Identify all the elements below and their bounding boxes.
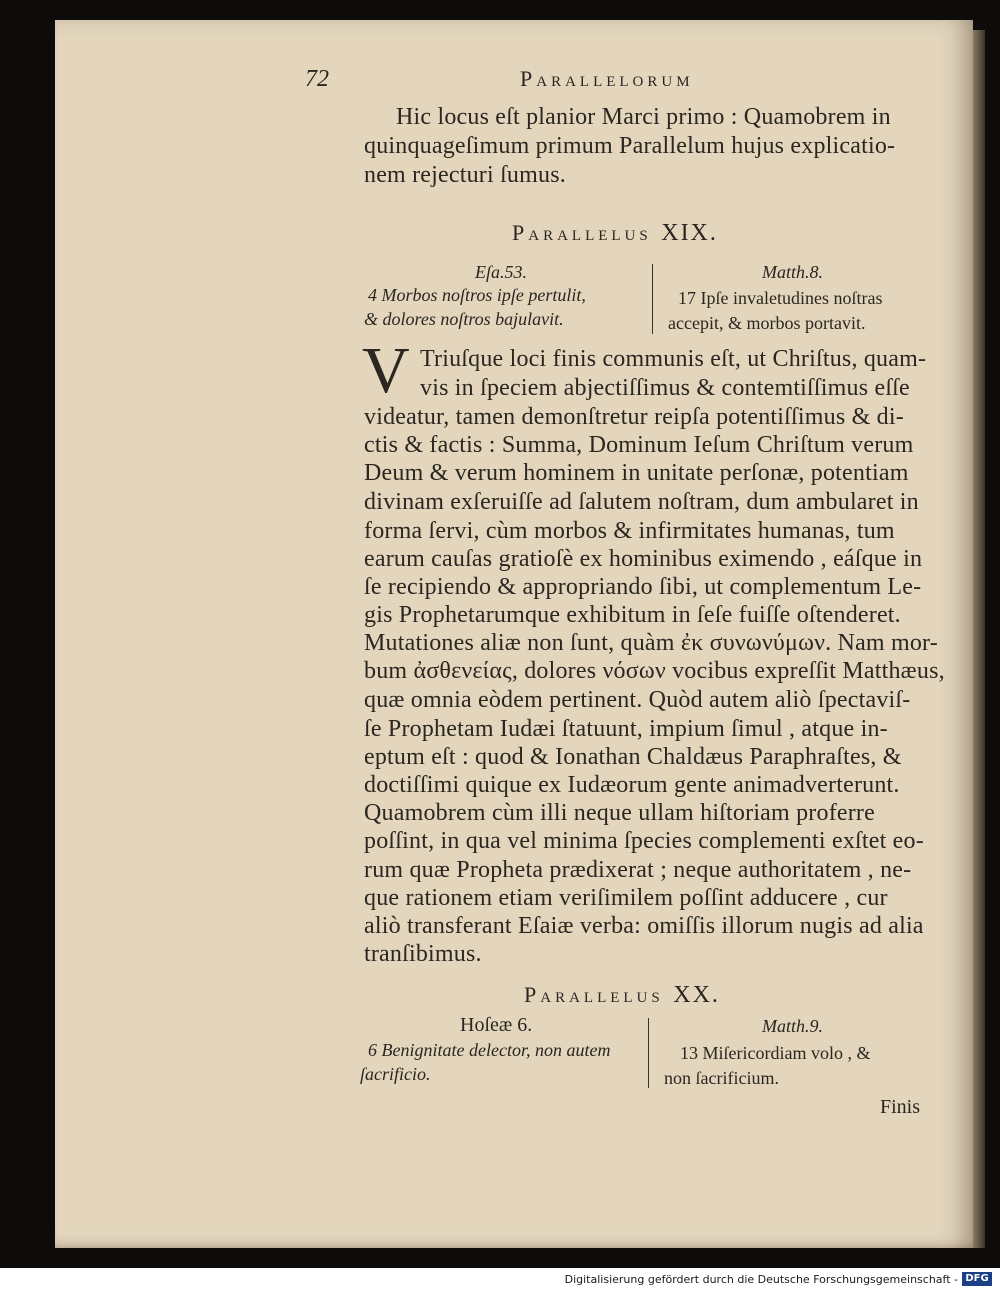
parallel-19-left-line: & dolores noſtros bajulavit. bbox=[364, 309, 564, 329]
column-divider bbox=[652, 264, 653, 334]
parallel-20-right-ref: Matth.9. bbox=[762, 1016, 823, 1036]
body-line: ſe Prophetam Iudæi ſtatuunt, impium ſimul , atque in- bbox=[364, 716, 888, 742]
parallel-20-title bbox=[524, 982, 720, 1009]
body-line: gis Prophetarumque exhibitum in ſeſe fuiſſe oſtenderet. bbox=[364, 602, 901, 628]
body-line: doctiſſimi quique ex Iudæorum gente animadverterunt. bbox=[364, 772, 900, 798]
parallel-19-right-line: accepit, & morbos portavit. bbox=[668, 313, 866, 333]
body-line: poſſint, in qua vel minima ſpecies complementi exſtet eo- bbox=[364, 828, 924, 854]
body-line: ſe recipiendo & appropriando ſibi, ut complementum Le- bbox=[364, 574, 922, 600]
parallel-20-left-ref: Hoſeæ 6. bbox=[460, 1014, 533, 1036]
parallel-20-left-line: ſacrificio. bbox=[360, 1064, 431, 1084]
parallel-20-right-line: non ſacrificium. bbox=[664, 1068, 779, 1088]
body-line: vis in ſpeciem abjectiſſimus & contemtiſſimus eſſe bbox=[420, 375, 910, 401]
body-line: ctis & factis : Summa, Dominum Ieſum Chriſtum verum bbox=[364, 432, 914, 458]
running-head: Parallelorum bbox=[520, 66, 694, 91]
parallel-19-label: Parallelus bbox=[512, 220, 652, 245]
body-line: Triuſque loci finis communis eſt, ut Chriſtus, quam- bbox=[420, 346, 927, 372]
parallel-20-numeral: XX. bbox=[673, 982, 720, 1008]
catchword-finis: Finis bbox=[880, 1096, 921, 1118]
body-line: bum ἀσθενείας, dolores νόσων vocibus expreſſit Matthæus, bbox=[364, 658, 945, 684]
drop-cap: V bbox=[362, 334, 410, 407]
parallel-20-label: Parallelus bbox=[524, 982, 664, 1007]
footer-text: Digitalisierung gefördert durch die Deutsche Forschungsgemeinschaft - bbox=[564, 1273, 958, 1286]
parallel-19-right-line: 17 Ipſe invaletudines noſtras bbox=[678, 288, 883, 308]
parallel-19-right-ref: Matth.8. bbox=[762, 262, 823, 282]
intro-line: Hic locus eſt planior Marci primo : Quamobrem in bbox=[396, 104, 891, 130]
body-line: tranſibimus. bbox=[364, 941, 482, 967]
body-line: rum quæ Propheta prædixerat ; neque authoritatem , ne- bbox=[364, 857, 912, 883]
parallel-20-left-line: 6 Benignitate delector, non autem bbox=[368, 1040, 611, 1060]
body-line: aliò transferant Eſaiæ verba: omiſſis illorum nugis ad alia bbox=[364, 913, 924, 939]
parallel-19-left-ref: Eſa.53. bbox=[475, 262, 527, 282]
body-line: videatur, tamen demonſtretur reipſa potentiſſimus & di- bbox=[364, 404, 904, 430]
body-line: eptum eſt : quod & Ionathan Chaldæus Paraphraſtes, & bbox=[364, 744, 902, 770]
body-line: quæ omnia eòdem pertinent. Quòd autem aliò ſpectaviſ- bbox=[364, 687, 911, 713]
body-line: forma ſervi, cùm morbos & infirmitates humanas, tum bbox=[364, 518, 895, 544]
body-line: Deum & verum hominem in unitate perſonæ, potentiam bbox=[364, 460, 909, 486]
parallel-19-left-line: 4 Morbos noſtros ipſe pertulit, bbox=[368, 285, 586, 305]
dfg-logo: DFG bbox=[962, 1272, 992, 1286]
page-edge bbox=[973, 30, 985, 1248]
body-line: que rationem etiam veriſimilem poſſint adducere , cur bbox=[364, 885, 888, 911]
body-line: Mutationes aliæ non ſunt, quàm ἐκ συνωνύμων. Nam mor- bbox=[364, 630, 938, 656]
body-line: Quamobrem cùm illi neque ullam hiſtoriam proferre bbox=[364, 800, 875, 826]
intro-line: nem rejecturi ſumus. bbox=[364, 162, 566, 188]
intro-line: quinquageſimum primum Parallelum hujus explicatio- bbox=[364, 133, 896, 159]
parallel-19-numeral: XIX. bbox=[661, 220, 718, 246]
column-divider bbox=[648, 1018, 649, 1088]
parallel-20-right-line: 13 Miſericordiam volo , & bbox=[680, 1043, 871, 1063]
page-number: 72 bbox=[305, 66, 329, 92]
body-line: divinam exſeruiſſe ad ſalutem noſtram, dum ambularet in bbox=[364, 489, 919, 515]
body-line: earum cauſas gratioſè ex hominibus eximendo , eáſque in bbox=[364, 546, 923, 572]
parallel-19-title bbox=[512, 220, 718, 247]
